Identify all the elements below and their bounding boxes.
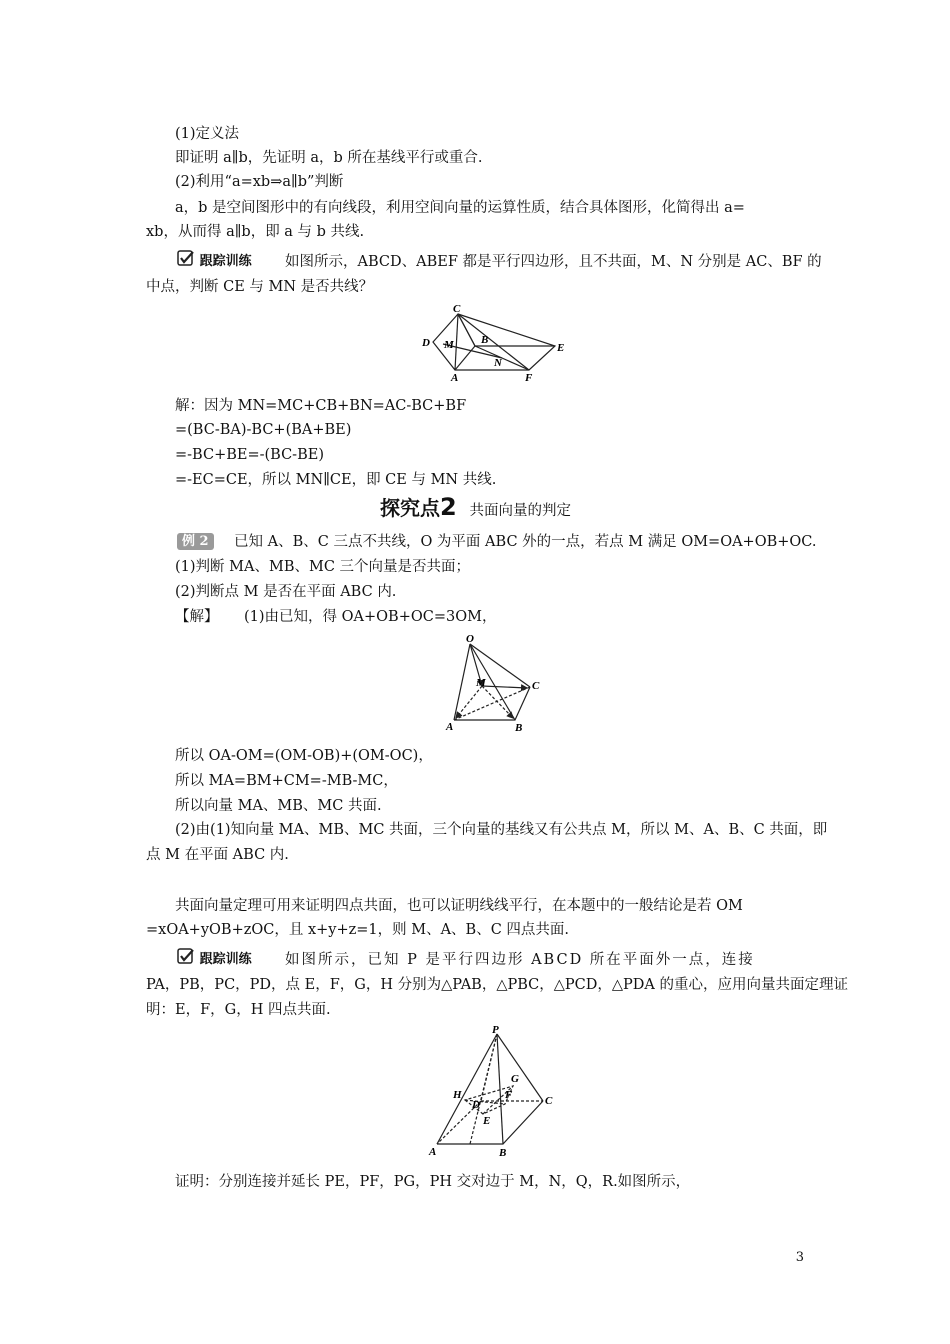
text-line: =xOA+yOB+zOC，且 x+y+z=1，则 M、A、B、C 四点共面. (146, 922, 570, 938)
label-d: D (472, 1099, 480, 1111)
section-title: 共面向量的判定 (469, 503, 571, 519)
label-o: O (466, 633, 474, 645)
example-tag: 例 2 (177, 531, 214, 551)
page-number: 3 (795, 1250, 804, 1265)
label-m: M (476, 677, 486, 689)
text-line: =-BC+BE=-(BC-BE) (175, 447, 324, 463)
label-n: N (494, 357, 502, 369)
text-line: 已知 A、B、C 三点不共线，O 为平面 ABC 外的一点，若点 M 满足 OM=OA+OB+OC. (234, 534, 817, 550)
label-d: D (422, 337, 430, 349)
text-line: PA，PB，PC，PD，点 E，F，G，H 分别为△PAB，△PBC，△PCD，△PDA 的重心，应用向量共面定理证 (146, 977, 849, 993)
text-line: =-EC=CE，所以 MN∥CE，即 CE 与 MN 共线. (175, 472, 497, 488)
text-line: 共面向量定理可用来证明四点共面，也可以证明线线平行，在本题中的一般结论是若 OM (175, 898, 743, 914)
label-b: B (481, 334, 489, 346)
text-line: (1)由已知，得 OA+OB+OC=3OM， (244, 609, 497, 625)
text-line: 即证明 a∥b，先证明 a，b 所在基线平行或重合. (175, 150, 483, 166)
text-line: 解：因为 MN=MC+CB+BN=AC-BC+BF (175, 398, 467, 414)
tetrahedron-figure (442, 632, 552, 737)
check-badge-icon (177, 250, 195, 272)
section-number: 2 (440, 493, 457, 521)
pyramid-figure (425, 1024, 565, 1164)
text-line: =(BC-BA)-BC+(BA+BE) (175, 422, 352, 438)
section-word: 探究点 (380, 496, 440, 520)
text-line: (2)判断点 M 是否在平面 ABC 内. (175, 584, 397, 600)
text-line: a，b 是空间图形中的有向线段，利用空间向量的运算性质，结合具体图形，化简得出 a= (175, 200, 745, 216)
solve-label: 【解】 (175, 609, 219, 625)
label-b: B (515, 722, 523, 734)
parallelogram-figure (415, 302, 575, 382)
label-m: M (444, 339, 454, 351)
label-f: F (525, 372, 533, 382)
label-a: A (451, 372, 459, 382)
text-line: (2)利用“a=xb⇒a∥b”判断 (175, 174, 344, 190)
text-line: 所以向量 MA、MB、MC 共面. (175, 798, 382, 814)
label-e: E (557, 342, 565, 354)
text-line: (1)定义法 (175, 126, 240, 142)
label-g: G (511, 1073, 519, 1085)
label-a: A (429, 1146, 437, 1158)
text-line: 如图所示，已知 P 是平行四边形 ABCD 所在平面外一点，连接 (285, 952, 755, 968)
label-b: B (499, 1147, 507, 1159)
text-line: 所以 OA-OM=(OM-OB)+(OM-OC)， (175, 748, 433, 764)
label-h: H (453, 1089, 462, 1101)
check-badge-icon (177, 948, 195, 970)
track-training-badge (177, 250, 252, 272)
section-heading (380, 492, 571, 521)
text-line: (1)判断 MA、MB、MC 三个向量是否共面； (175, 559, 471, 575)
text-line: 中点，判断 CE 与 MN 是否共线？ (146, 279, 374, 295)
text-line: 明：E，F，G，H 四点共面. (146, 1002, 331, 1018)
text-line: 点 M 在平面 ABC 内. (146, 847, 289, 863)
text-line: (2)由(1)知向量 MA、MB、MC 共面，三个向量的基线又有公共点 M，所以 M、A、B、C 共面，即 (175, 822, 828, 838)
label-p: P (492, 1024, 499, 1036)
text-line: xb，从而得 a∥b，即 a 与 b 共线. (146, 224, 365, 240)
label-c: C (532, 680, 540, 692)
text-line: 证明：分别连接并延长 PE，PF，PG，PH 交对边于 M，N，Q，R.如图所示， (175, 1174, 691, 1190)
text-line: 如图所示，ABCD、ABEF 都是平行四边形，且不共面，M、N 分别是 AC、BF 的 (285, 254, 822, 270)
label-e: E (483, 1115, 491, 1127)
label-c: C (453, 303, 461, 315)
label-f: F (505, 1089, 513, 1101)
track-label: 跟踪训练 (199, 952, 252, 967)
track-training-badge (177, 948, 252, 970)
track-label: 跟踪训练 (199, 254, 252, 269)
label-c: C (545, 1095, 553, 1107)
label-a: A (446, 721, 454, 733)
text-line: 所以 MA=BM+CM=-MB-MC， (175, 773, 398, 789)
